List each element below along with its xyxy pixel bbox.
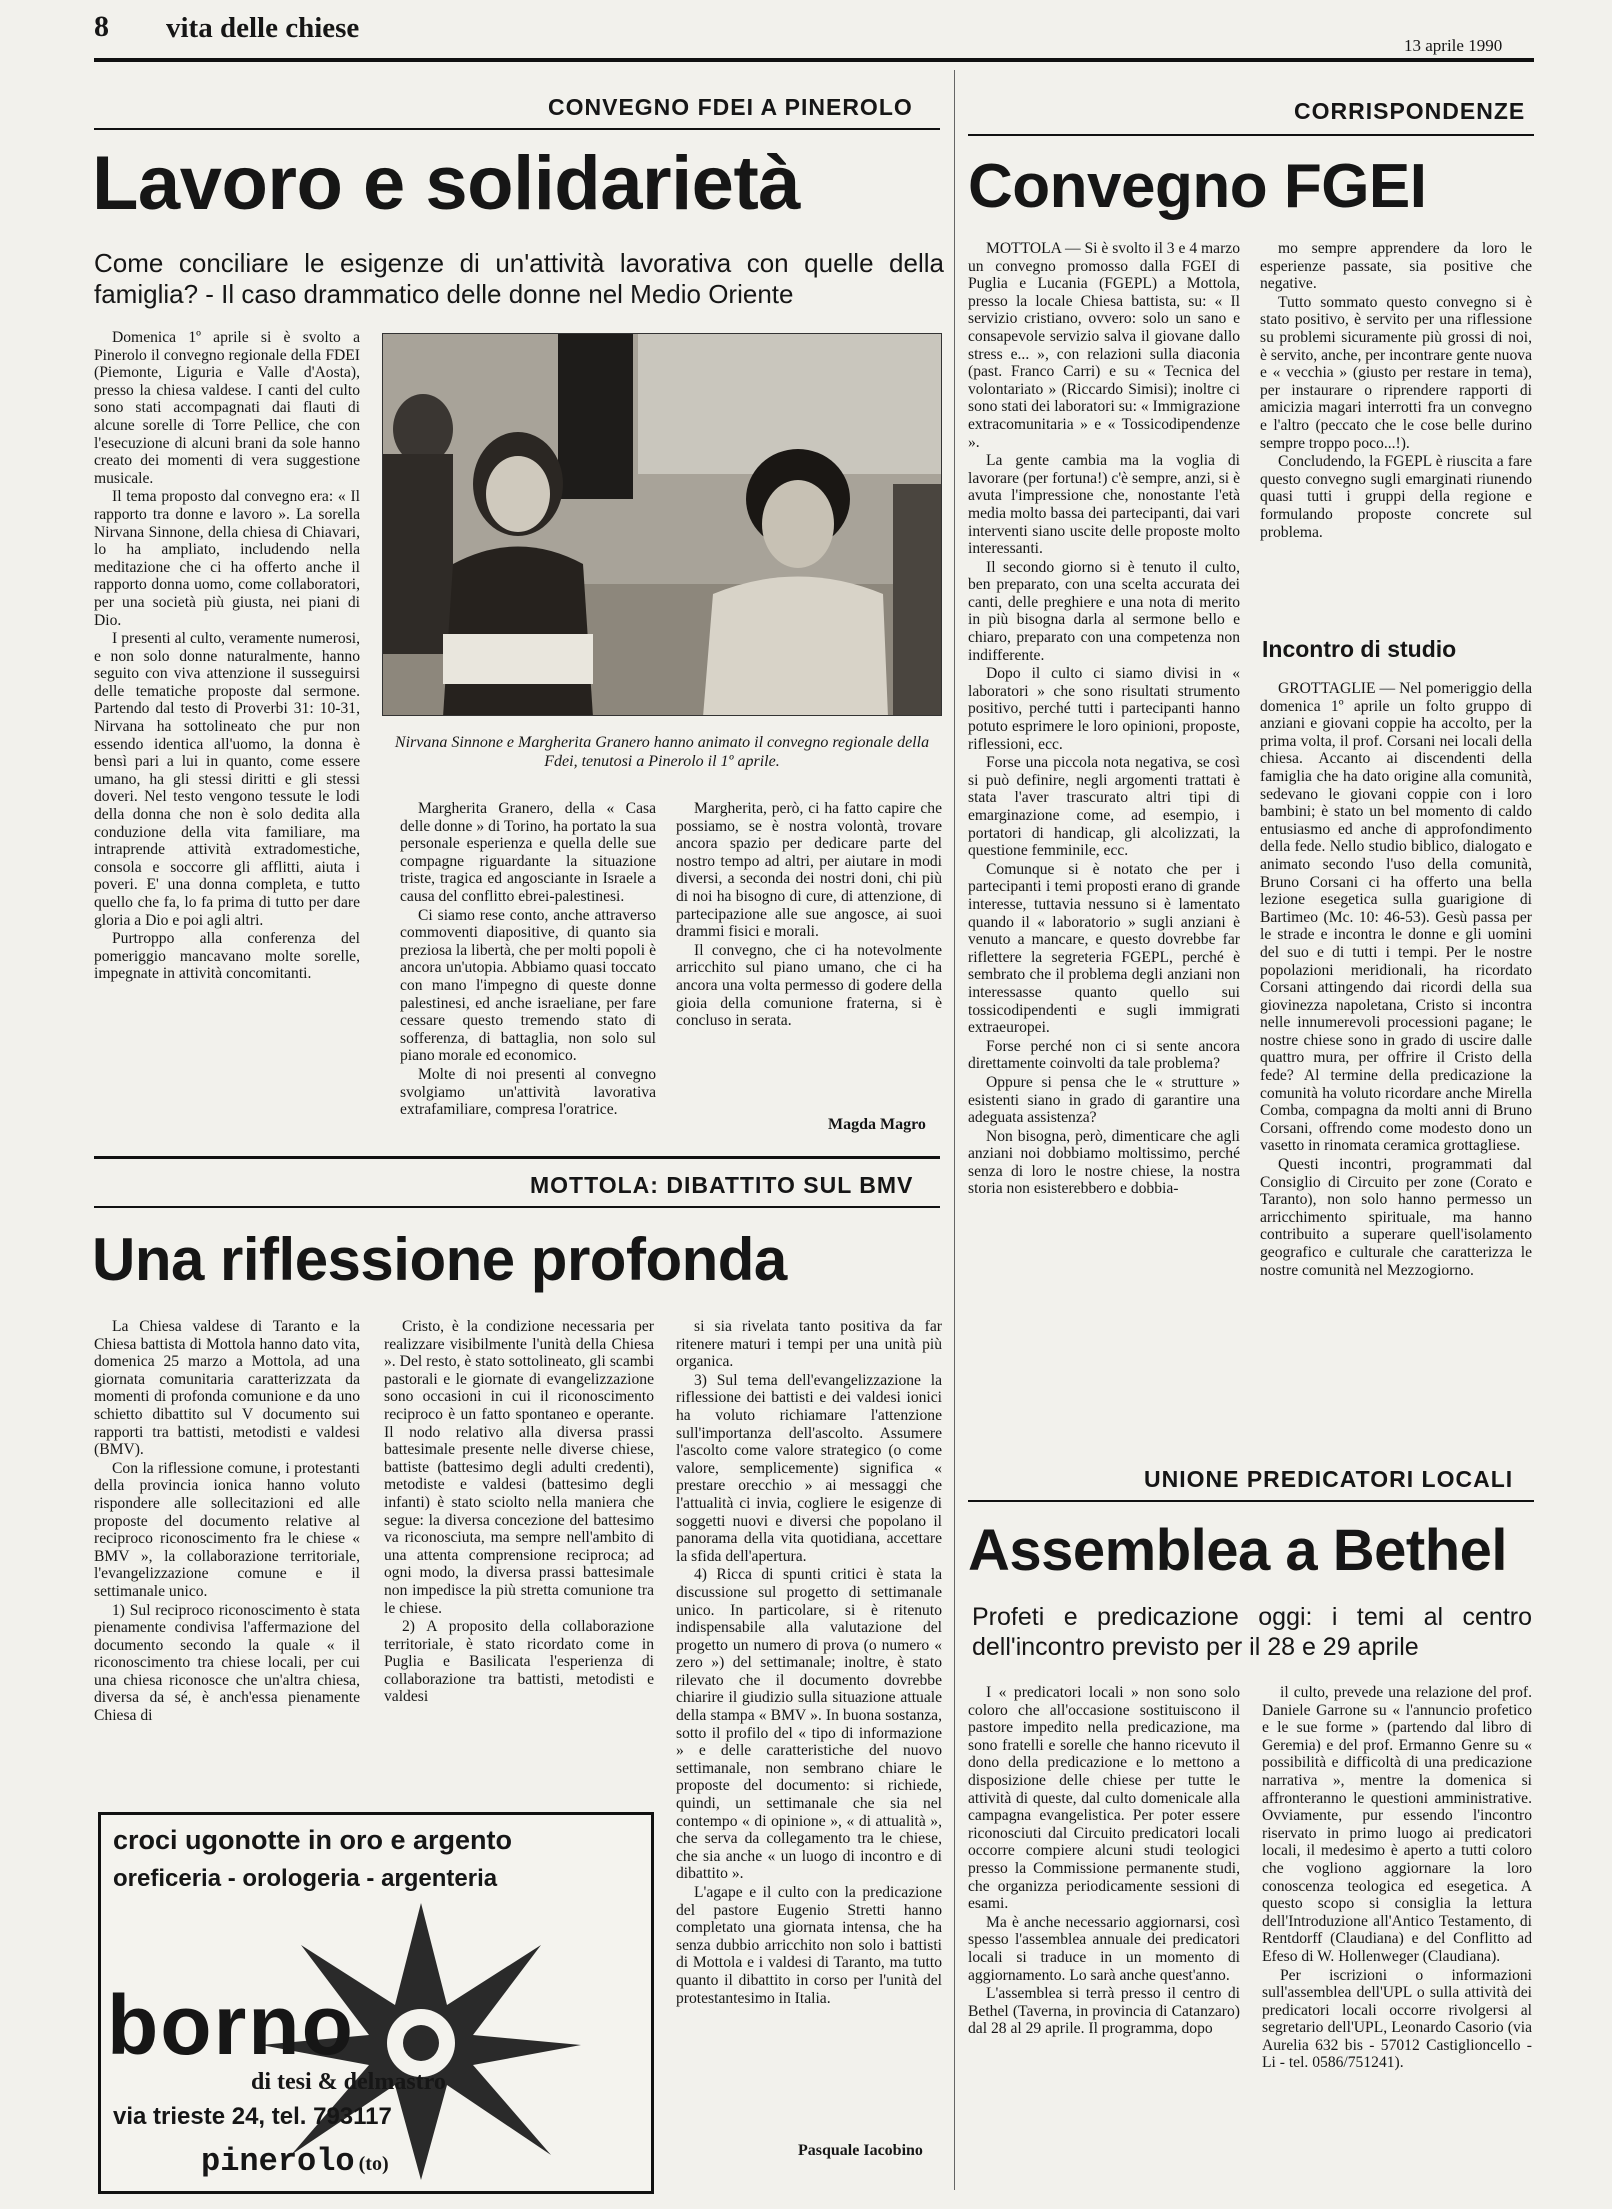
column-divider <box>954 70 955 2190</box>
article1-photo <box>382 333 942 716</box>
paragraph: il culto, prevede una relazione del prof. Daniele Garrone su « l'annuncio profetico e le sue forme » (partendo dal libro di Geremia) e del prof. Ermanno Genre su « possibilità e difficoltà di una predicazione narrativa », mentre la domenica si affronteranno le questioni amministrative. Ovviamente, pur essendo l'incontro riservato in primo luogo ai predicatori locali, il medesimo è aperto a tutti coloro che vogliono aggiornare la loro conoscenza teologica ed esegetica. A questo scopo si consiglia la lettura dell'Introduzione all'Antico Testamento, di Rentdorff (Claudiana) e del Conflitto ad Efeso di W. Hollenweger (Claudiana). <box>1262 1684 1532 1965</box>
photo-image <box>383 334 942 716</box>
paragraph: Per iscrizioni o informazioni sull'assemblea dell'UPL o sulla attività dei predicatori locali occorre rivolgersi al segretario dell'UPL, Leonardo Casorio (via Aurelia 632 bis - 57012 Castiglioncello - Li - tel. 0586/751241). <box>1262 1966 1532 2072</box>
paragraph: GROTTAGLIE — Nel pomeriggio della domenica 1º aprile un folto gruppo di anziani e giovani coppie ha accolto, per la prima volta, il prof. Corsani nei locali della chiesa. Accanto ai discendenti della famiglia che ha dato origine alla comunità, sedevano le giovani coppie con i loro bambini; è stato un bel momento di caldo entusiasmo ed anche di approfondimento della fede. Nello studio biblico, dialogato e animato secondo l'uso della comunità, Bruno Corsani ci ha offerto una bella lezione esegetica sulla guarigione di Bartimeo (Mc. 10: 46-53). Gesù passa per le strade e incontra le donne e gli uomini del suo e di tutti i tempi. Per le nostre popolazioni meridionali, ha ricordato Corsani attingendo dai ricordi della sua giovinezza napoletana, Cristo si incontra nelle innumerevoli processioni pagane; le nostre chiese sono in grado di uscire dalle quattro mura, per offrire il Cristo della fede? Al termine della predicazione la comunità ha voluto ricordare anche Mirella Comba, compagna da molti anni di Bruno Corsani, offrendo come modesto dono un vasetto in rinomata ceramica grottagliese. <box>1260 680 1532 1155</box>
paragraph: MOTTOLA — Si è svolto il 3 e 4 marzo un convegno promosso dalla FGEI di Puglia e Lucania (FGEPL) a Mottola, presso la locale Chiesa battista, su: « Il servizio cristiano, ovvero: solo un sano e consapevole servizio salva il giovane dallo stress e... », con relazioni sulla diaconia (past. Franco Carri) e su « Tecnica del volontariato » (Riccardo Simisi); inoltre ci sono stati dei laboratori su: « Immigrazione extracomunitaria » e « Tossicodipendenze ». <box>968 240 1240 451</box>
ad-headline: croci ugonotte in oro e argento <box>113 1825 513 1855</box>
paragraph: Molte di noi presenti al convegno svolgiamo un'attività lavorativa extrafamiliare, compresa l'oratrice. <box>400 1065 656 1119</box>
paragraph: La Chiesa valdese di Taranto e la Chiesa battista di Mottola hanno dato vita, domenica 25 marzo a Mottola, ad una giornata comunitaria caratterizzata da momenti di profonda comunione e da uno schietto dibattito sul V documento sui rapporti tra battisti, metodisti e valdesi (BMV). <box>94 1318 360 1459</box>
article4-column-1 <box>968 1684 1240 2184</box>
paragraph: 3) Sul tema dell'evangelizzazione la riflessione dei battisti e dei valdesi ionici ha voluto richiamare l'attenzione sull'importanza dell'ascolto. Assumere l'ascolto come valore strategico (o come valore, semplicemente) significa « prestare orecchio » ai messaggi che l'attualità ci invia, cogliere le esigenze di soggetti nuovi e diversi che popolano il panorama della vita quotidiana, accettare la sfida dell'apertura. <box>676 1371 942 1565</box>
paragraph: Il secondo giorno si è tenuto il culto, ben preparato, con una scelta accurata dei canti, delle preghiere e una nota di merito in più bisogna darla al sermone bello e chiaro, preparato con una competenza non indifferente. <box>968 558 1240 664</box>
paragraph: Cristo, è la condizione necessaria per realizzare visibilmente l'unità della Chiesa ». Del resto, è stato sottolineato, gli scambi pastorali e le giornate di evangelizzazione sono occasioni in cui il riconoscimento reciproco è un fatto spontaneo e operante. Il nodo relativo alla diversa prassi battesimale presente nelle diverse chiese, battiste (battesimo degli adulti credenti), metodiste e valdesi (battesimo degli infanti) è stato sciolto nella maniera che segue: la diversa concezione del battesimo va riconosciuta, ma sempre nell'ambito di una attenta comprensione reciproca; ad ogni modo, la diversa prassi battesimale non impedisce la più stretta comunione tra le chiese. <box>384 1318 654 1617</box>
paragraph: Concludendo, la FGEPL è riuscita a fare questo convegno sugli emarginati riunendo quasi tutti i gruppi della regione e formulando proposte concrete sul problema. <box>1260 453 1532 541</box>
article1-column-3 <box>676 800 942 1070</box>
paragraph: I presenti al culto, veramente numerosi, e non solo donne naturalmente, hanno seguito con viva attenzione il susseguirsi delle tematiche proposte dal sermone. Partendo dal testo di Proverbi 31: 10-31, Nirvana ha sottolineato che pur non essendo identica all'uomo, la donna è bensì pari a lui in quanto, come essere umano, ha gli stessi diritti e gli stessi doveri. Nel testo vengono tessute le lodi della donna che non è solo dedita alla conduzione della vita familiare, ma intraprende attività extradomestiche, consola e soccorre gli afflitti, aiuta i poveri. E' una donna completa, e tutto quello che fa, lo fa prima di tutto per dare gloria a Dio e poi agli altri. <box>94 630 360 929</box>
paragraph: Tutto sommato questo convegno si è stato positivo, è servito per una riflessione su problemi sicuramente più grossi di noi, è servito, anche, per incontrare gente nuova e « vecchia » (giusto per restare in tema), per instaurare o riprendere rapporti di amicizia magari interrotti fra un convegno e l'altro (peccato che le cose belle durino sempre troppo poco...!). <box>1260 293 1532 452</box>
article1-photo-caption: Nirvana Sinnone e Margherita Granero hanno animato il convegno regionale della Fdei, tenutosi a Pinerolo il 1º aprile. <box>394 734 930 770</box>
article4-deck: Profeti e predicazione oggi: i temi al centro dell'incontro previsto per il 28 e 29 aprile <box>972 1603 1532 1661</box>
header-rule <box>94 58 1534 62</box>
article3-section-rule <box>968 134 1534 136</box>
paragraph: 4) Ricca di spunti critici è stata la discussione sul progetto di settimanale unico. In particolare, si è ritenuto indispensabile alla valutazione del progetto un numero di prova (o numero « zero ») del settimanale; inoltre, è stato rilevato che il documento dovrebbe chiarire il giudizio sulla situazione attuale della stampa « BMV ». In buona sostanza, sotto il profilo del « tipo di informazione » e delle caratteristiche del nuovo settimanale, non sembrano chiare le proposte del documento: si richiede, quindi, un settimanale che sia nel contempo « di opinione », « di attualità », che serva da collegamento tra le chiese, che sia anche « un luogo di incontro e di dibattito ». <box>676 1566 942 1883</box>
page-number: 8 <box>94 10 109 43</box>
article1-column-2 <box>400 800 656 1140</box>
paragraph: 2) A proposito della collaborazione territoriale, è stato ricordato come in Puglia e Basilicata l'esperienza di collaborazione tra battisti, metodisti e valdesi <box>384 1618 654 1706</box>
article1-section-rule <box>94 128 940 130</box>
article3-column-2b <box>1260 680 1532 1450</box>
ad-address: via trieste 24, tel. 793117 <box>113 2103 392 2130</box>
article2-column-3 <box>676 1318 942 2130</box>
article4-section-label: UNIONE PREDICATORI LOCALI <box>1144 1466 1514 1492</box>
ad-city-province: (to) <box>358 2153 389 2175</box>
paragraph: Forse una piccola nota negativa, se così si può definire, negli argomenti trattati è stata l'aver trascurato altri tipi di emarginazione come, ad esempio, i portatori di handicap, gli alcolizzati, la questione femminile, ecc. <box>968 754 1240 860</box>
article1-column-1 <box>94 329 360 1129</box>
paragraph: La gente cambia ma la voglia di lavorare (per fortuna!) c'è sempre, anzi, si è avuta l'impressione che, nonostante l'età media molto bassa dei partecipanti, dai vari interventi siano uscite delle proposte molto interessanti. <box>968 452 1240 558</box>
article2-headline: Una riflessione profonda <box>92 1226 787 1293</box>
article2-column-2 <box>384 1318 654 1788</box>
paragraph: L'agape e il culto con la predicazione del pastore Eugenio Stretti hanno completato una giornata intensa, che ha senza dubbio arricchito non solo i battisti di Mottola e i valdesi di Taranto, ma tutto quanto il dibattito in corso per l'unità del protestantesimo in Italia. <box>676 1884 942 2007</box>
paragraph: Purtroppo alla conferenza del pomeriggio mancavano molte sorelle, impegnate in attività concomitanti. <box>94 930 360 983</box>
article1-deck: Come conciliare le esigenze di un'attività lavorativa con quelle della famiglia? - Il caso drammatico delle donne nel Medio Oriente <box>94 248 944 309</box>
paragraph: Ci siamo rese conto, anche attraverso commoventi diapositive, di quanto sia preziosa la libertà, che per molti popoli è ancora un'utopia. Abbiamo quasi toccato con mano l'impegno di queste donne palestinesi, ed anche israeliane, per fare cessare questo tremendo stato di sofferenza, di battaglia, non solo sul piano morale ed economico. <box>400 906 656 1065</box>
paragraph: Forse perché non ci si sente ancora direttamente coinvolti da tale problema? <box>968 1037 1240 1073</box>
article4-section-rule <box>968 1500 1534 1502</box>
jewelry-advertisement <box>98 1812 654 2194</box>
ad-subline: oreficeria - orologeria - argenteria <box>113 1865 498 1892</box>
article3-headline: Convegno FGEI <box>968 152 1427 221</box>
article4-headline: Assemblea a Bethel <box>968 1518 1508 1583</box>
paragraph: Questi incontri, programmati dal Consiglio di Circuito per zone (Corato e Taranto), non solo hanno permesso un arricchimento spirituale, ma hanno contribuito a superare quell'isolamento geografico e culturale che caratterizza le nostre comunità nel Mezzogiorno. <box>1260 1156 1532 1279</box>
paragraph: si sia rivelata tanto positiva da far ritenere maturi i tempi per una unità più organica. <box>676 1318 942 1371</box>
article2-signature: Pasquale Iacobino <box>798 2142 923 2159</box>
ad-brand-logo: borno <box>107 1978 355 2072</box>
paragraph: I « predicatori locali » non sono solo coloro che all'occasione sostituiscono il pastore impedito nella predicazione, ma sono fratelli e sorelle che hanno ricevuto il dono della predicazione e lo mettono a disposizione delle chiese per tutte le attività di queste, dal culto domenicale alla campagna evangelistica. Per poter essere riconosciuti dal Circuito predicatori locali occorre compiere alcuni studi teologici presso la Commissione permanente studi, che organizza periodicamente sessioni di esami. <box>968 1684 1240 1913</box>
ad-brand-subtitle: di tesi & delmastro <box>251 2069 446 2095</box>
article1-signature: Magda Magro <box>828 1116 926 1133</box>
paragraph: Ma è anche necessario aggiornarsi, così spesso l'assemblea annuale dei predicatori locali si traduce in un momento di aggiornamento. Lo sarà anche quest'anno. <box>968 1913 1240 1984</box>
article2-section-rule <box>94 1206 940 1208</box>
issue-date: 13 aprile 1990 <box>1404 36 1503 55</box>
paragraph: Non bisogna, però, dimenticare che agli anziani noi dobbiamo moltissimo, perché senza di loro le nostre chiese, la nostra storia non esisterebbero e dobbia- <box>968 1127 1240 1198</box>
paragraph: Dopo il culto ci siamo divisi in « laboratori » che sono risultati strumento positivo, perché tutti i partecipanti hanno potuto esprimere le loro opinioni, proposte, riflessioni, ecc. <box>968 665 1240 753</box>
article2-section-label: MOTTOLA: DIBATTITO SUL BMV <box>530 1172 914 1198</box>
article3-column-2 <box>1260 240 1532 600</box>
paragraph: L'assemblea si terrà presso il centro di Bethel (Taverna, in provincia di Catanzaro) dal 28 al 29 aprile. Il programma, dopo <box>968 1985 1240 2038</box>
article3-section-label: CORRISPONDENZE <box>1294 98 1526 124</box>
paragraph: Domenica 1º aprile si è svolto a Pinerolo il convegno regionale della FDEI (Piemonte, Liguria e Valle d'Aosta), presso la chiesa valdese. I canti del culto sono stati accompagnati dai flauti di alcune sorelle di Torre Pellice, che con l'esecuzione di alcuni brani da sole hanno creato dei momenti di vera suggestione musicale. <box>94 329 360 487</box>
paragraph: 1) Sul reciproco riconoscimento è stata pienamente condivisa l'affermazione del documento secondo la quale « il riconoscimento tra chiese locali, per cui una chiesa riconosce che un'altra chiesa, diversa da sé, è anch'essa pienamente Chiesa di <box>94 1601 360 1725</box>
article2-column-1 <box>94 1318 360 1788</box>
paragraph: Il convegno, che ci ha notevolmente arricchito sul piano umano, che ci ha ancora una volta permesso di godere della gioia della comunione fraterna, si è concluso in serata. <box>676 941 942 1030</box>
paragraph: Margherita, però, ci ha fatto capire che possiamo, se è nostra volontà, trovare ancora spazio per dedicare parte del nostro tempo ad altri, per aiutare in modi diversi, a seconda dei nostri doni, chi più di noi ha bisogno di cure, di attenzione, di partecipazione alle sue angosce, ai suoi drammi fisici e morali. <box>676 800 942 941</box>
ad-city-name: pinerolo <box>201 2143 355 2180</box>
article1-headline: Lavoro e solidarietà <box>92 141 801 226</box>
ad-city <box>201 2143 389 2180</box>
publication-title: vita delle chiese <box>166 12 360 44</box>
paragraph: Con la riflessione comune, i protestanti della provincia ionica hanno voluto rispondere alle sollecitazioni ed alle proposte del documento relative al reciproco riconoscimento fra le chiese « BMV », la collaborazione territoriale, l'evangelizzazione comune e il settimanale unico. <box>94 1459 360 1600</box>
article3-column-1 <box>968 240 1240 1430</box>
paragraph: Il tema proposto dal convegno era: « Il rapporto tra donne e lavoro ». La sorella Nirvana Sinnone, della chiesa di Chiavari, lo ha ampliato, includendo nella meditazione che ci ha offerto anche il rapporto donna uomo, come collaboratori, per una società più giusta, nei piani di Dio. <box>94 488 360 629</box>
paragraph: Margherita Granero, della « Casa delle donne » di Torino, ha portato la sua personale esperienza e quella delle sue compagne riguardante la situazione triste, tragica ed angosciante in Israele a causa del conflitto ebrei-palestinesi. <box>400 800 656 905</box>
article4-column-2 <box>1262 1684 1532 2184</box>
article3-subheading: Incontro di studio <box>1262 636 1457 662</box>
article1-section-label: CONVEGNO FDEI A PINEROLO <box>548 94 913 120</box>
paragraph: mo sempre apprendere da loro le esperienze passate, sia positive che negative. <box>1260 240 1532 293</box>
article-divider <box>94 1156 940 1159</box>
paragraph: Comunque si è notato che per i partecipanti i temi proposti erano di grande interesse, tuttavia nessuno si è lamentato quando il « laboratorio » sugli anziani è venuto a mancare, e questo dovrebbe far riflettere la segreteria FGEPL, perché è sembrato che il problema degli anziani non interessasse quanto quello sui tossicodipendenti e sugli immigrati extraeuropei. <box>968 860 1240 1037</box>
paragraph: Oppure si pensa che le « strutture » esistenti siano in grado di garantire una adeguata assistenza? <box>968 1073 1240 1127</box>
